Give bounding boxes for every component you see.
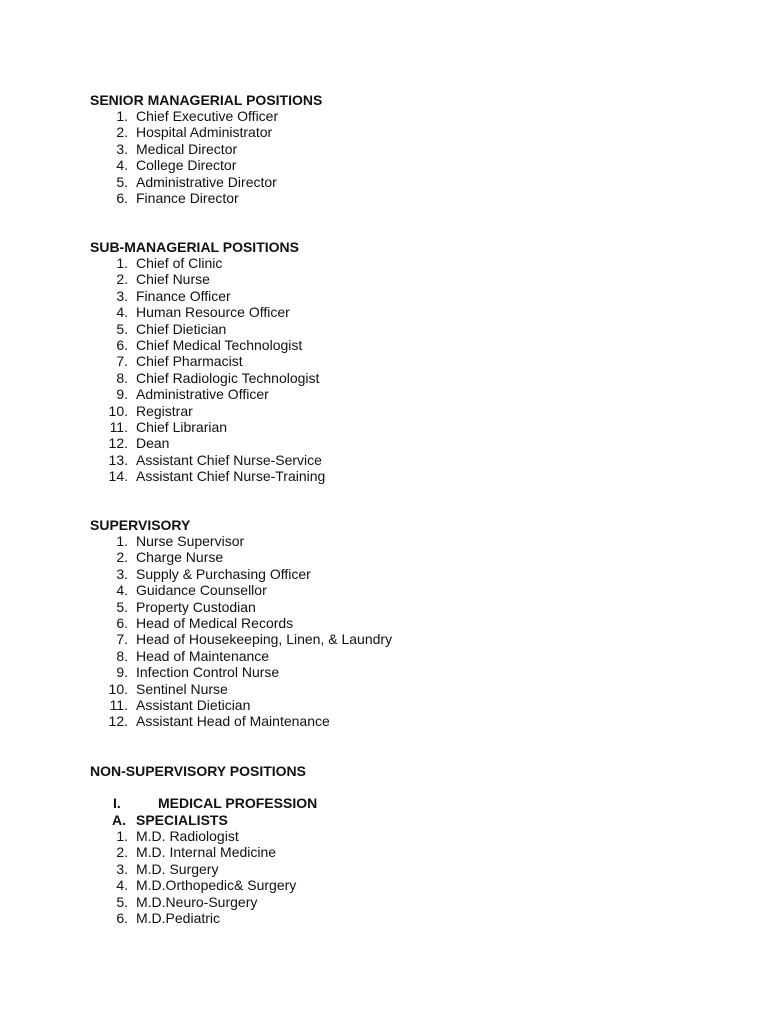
item-number: 1. — [116, 828, 128, 844]
roman-numeral: I. — [113, 795, 121, 811]
item-number: 6. — [116, 909, 128, 926]
item-number: 7. — [116, 631, 128, 648]
item-number: 8. — [116, 647, 128, 664]
item-label: Head of Medical Records — [136, 614, 294, 631]
item-label: Administrative Director — [136, 173, 277, 190]
section-heading: SUPERVISORY — [90, 517, 191, 533]
item-number: 2. — [116, 549, 128, 566]
item-label: Chief Librarian — [136, 418, 228, 435]
item-label: Assistant Chief Nurse-Training — [136, 468, 326, 485]
item-number: 1. — [116, 108, 128, 124]
item-number: 2. — [116, 844, 128, 861]
item-number: 1. — [116, 255, 128, 271]
item-label: Infection Control Nurse — [136, 664, 280, 681]
item-label: Charge Nurse — [136, 549, 224, 566]
item-label: Nurse Supervisor — [136, 533, 245, 549]
item-label: Chief Pharmacist — [136, 353, 243, 370]
item-label: Hospital Administrator — [136, 124, 273, 141]
item-label: M.D. Radiologist — [136, 828, 239, 844]
item-number: 3. — [116, 140, 128, 157]
item-label: Dean — [136, 435, 170, 452]
item-label: M.D.Pediatric — [136, 909, 221, 926]
item-number: 5. — [116, 173, 128, 190]
item-label: Guidance Counsellor — [136, 582, 267, 599]
item-label: Head of Housekeeping, Linen, & Laundry — [136, 631, 393, 648]
item-label: Administrative Officer — [136, 386, 269, 403]
item-label: Chief Radiologic Technologist — [136, 369, 320, 386]
item-label: Finance Director — [136, 189, 239, 206]
item-number: 14. — [108, 468, 128, 485]
item-number: 10. — [108, 680, 128, 697]
item-number: 7. — [116, 353, 128, 370]
item-label: Chief Medical Technologist — [136, 336, 303, 353]
item-label: Human Resource Officer — [136, 304, 290, 321]
item-number: 10. — [108, 402, 128, 419]
item-label: Head of Maintenance — [136, 647, 270, 664]
item-number: 5. — [116, 320, 128, 337]
item-number: 9. — [116, 664, 128, 681]
item-number: 5. — [116, 598, 128, 615]
item-number: 4. — [116, 877, 128, 894]
item-number: 11. — [109, 418, 128, 435]
item-label: M.D. Surgery — [136, 860, 219, 877]
section-heading: SUB-MANAGERIAL POSITIONS — [90, 239, 299, 255]
subsection-title: MEDICAL PROFESSION — [158, 795, 318, 811]
item-number: 6. — [116, 189, 128, 206]
item-number: 6. — [116, 614, 128, 631]
item-number: 2. — [116, 271, 128, 288]
item-number: 4. — [116, 304, 128, 321]
item-label: Assistant Chief Nurse-Service — [136, 451, 322, 468]
item-label: Assistant Dietician — [136, 696, 251, 713]
item-label: M.D.Orthopedic& Surgery — [136, 877, 297, 894]
section-heading: NON-SUPERVISORY POSITIONS — [90, 763, 307, 779]
item-number: 6. — [116, 336, 128, 353]
item-label: College Director — [136, 157, 237, 174]
item-number: 3. — [116, 565, 128, 582]
item-number: 12. — [108, 713, 128, 730]
item-label: Chief Nurse — [136, 271, 210, 288]
item-label: Assistant Head of Maintenance — [136, 713, 330, 730]
item-label: Chief Dietician — [136, 320, 227, 337]
item-label: Chief of Clinic — [136, 255, 223, 271]
item-label: Supply & Purchasing Officer — [136, 565, 311, 582]
section-heading: SENIOR MANAGERIAL POSITIONS — [90, 92, 323, 108]
subsection-letter: A. — [112, 812, 126, 828]
item-label: M.D.Neuro-Surgery — [136, 893, 258, 910]
item-label: Sentinel Nurse — [136, 680, 228, 697]
item-number: 8. — [116, 369, 128, 386]
item-number: 4. — [116, 582, 128, 599]
item-label: Registrar — [136, 402, 193, 419]
item-label: Property Custodian — [136, 598, 256, 615]
item-label: Medical Director — [136, 140, 238, 157]
item-label: M.D. Internal Medicine — [136, 844, 277, 861]
item-number: 5. — [116, 893, 128, 910]
item-number: 3. — [116, 287, 128, 304]
item-label: Finance Officer — [136, 287, 231, 304]
subsection-subtitle: SPECIALISTS — [136, 812, 228, 828]
item-number: 4. — [116, 157, 128, 174]
item-label: Chief Executive Officer — [136, 108, 279, 124]
item-number: 12. — [108, 435, 128, 452]
item-number: 1. — [116, 533, 128, 549]
item-number: 9. — [116, 386, 128, 403]
item-number: 13. — [108, 451, 128, 468]
item-number: 11. — [109, 696, 128, 713]
item-number: 2. — [116, 124, 128, 141]
item-number: 3. — [116, 860, 128, 877]
